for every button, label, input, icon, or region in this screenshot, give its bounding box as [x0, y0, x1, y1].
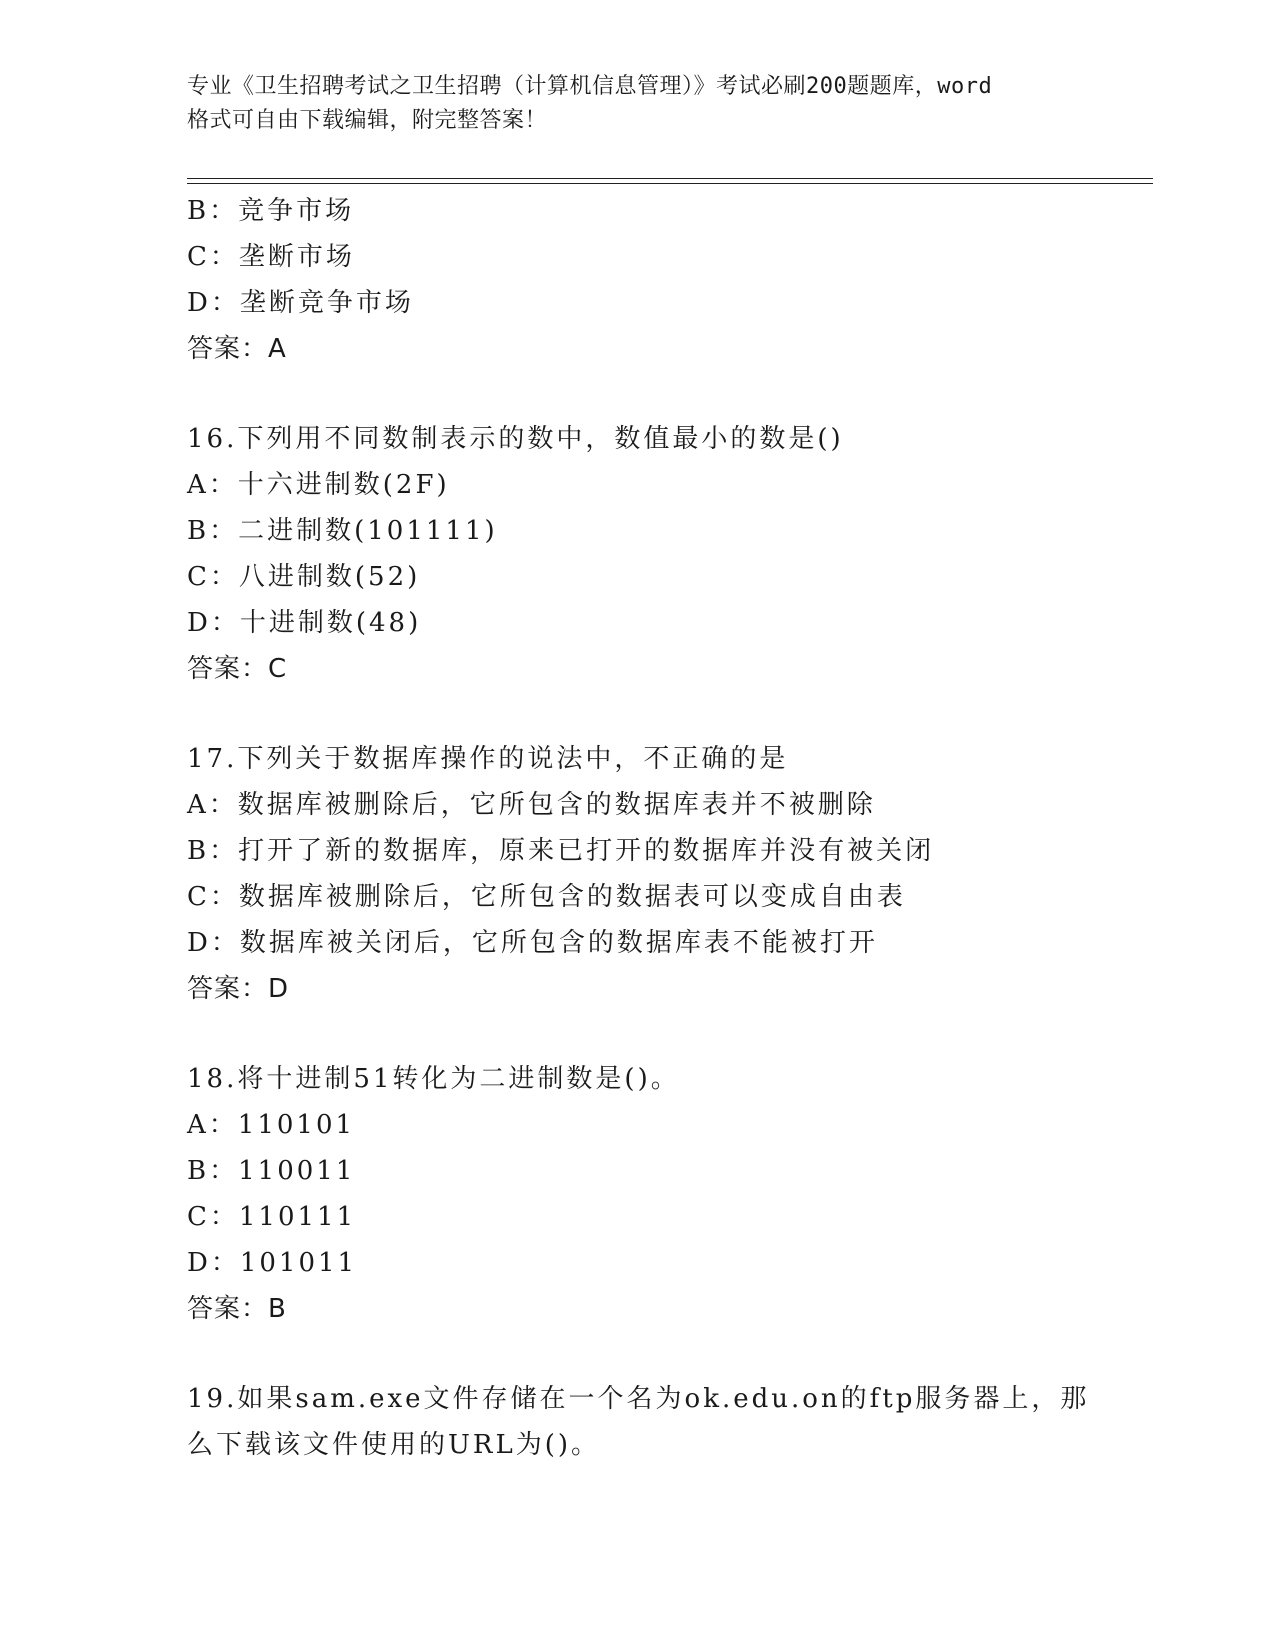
option-d: D：数据库被关闭后，它所包含的数据库表不能被打开 — [187, 928, 878, 958]
question-text: 18.将十进制51转化为二进制数是()。 — [187, 1064, 680, 1094]
answer-line: 答案：C — [187, 654, 288, 684]
question-18 — [187, 1056, 1147, 1332]
option-c: C：数据库被删除后，它所包含的数据表可以变成自由表 — [187, 882, 906, 912]
header-line-1: 专业《卫生招聘考试之卫生招聘（计算机信息管理）》考试必刷200题题库，word — [187, 74, 993, 99]
option-d: D：垄断竞争市场 — [187, 288, 414, 318]
option-a: A：数据库被删除后，它所包含的数据库表并不被删除 — [187, 790, 876, 820]
option-d: D：十进制数(48) — [187, 608, 422, 638]
header-divider-bottom — [187, 183, 1153, 184]
option-b: B：110011 — [187, 1156, 356, 1186]
answer-line: 答案：B — [187, 1294, 287, 1324]
option-d: D：101011 — [187, 1248, 358, 1278]
question-17 — [187, 736, 1147, 1012]
option-b: B：打开了新的数据库，原来已打开的数据库并没有被关闭 — [187, 836, 935, 866]
option-a: A：110101 — [187, 1110, 356, 1140]
question-text-line-1: 19.如果sam.exe文件存储在一个名为ok.edu.on的ftp服务器上，那 — [187, 1384, 1090, 1414]
question-text: 17.下列关于数据库操作的说法中，不正确的是 — [187, 744, 789, 774]
question-16 — [187, 416, 1147, 692]
option-a: A：十六进制数(2F) — [187, 470, 450, 500]
question-fragment — [187, 188, 1147, 372]
option-b: B：二进制数(101111) — [187, 516, 498, 546]
question-text-line-2: 么下载该文件使用的URL为()。 — [187, 1430, 601, 1460]
answer-line: 答案：D — [187, 974, 290, 1004]
question-text: 16.下列用不同数制表示的数中，数值最小的数是() — [187, 424, 844, 454]
option-c: C：垄断市场 — [187, 242, 355, 272]
header-line-2: 格式可自由下载编辑，附完整答案！ — [187, 108, 548, 133]
option-b: B：竞争市场 — [187, 196, 355, 226]
header-divider-top — [187, 178, 1153, 179]
option-c: C：八进制数(52) — [187, 562, 421, 592]
option-c: C：110111 — [187, 1202, 357, 1232]
answer-line: 答案：A — [187, 334, 287, 364]
question-19 — [187, 1376, 1147, 1468]
document-body — [187, 188, 1147, 1468]
document-header — [187, 70, 1087, 138]
